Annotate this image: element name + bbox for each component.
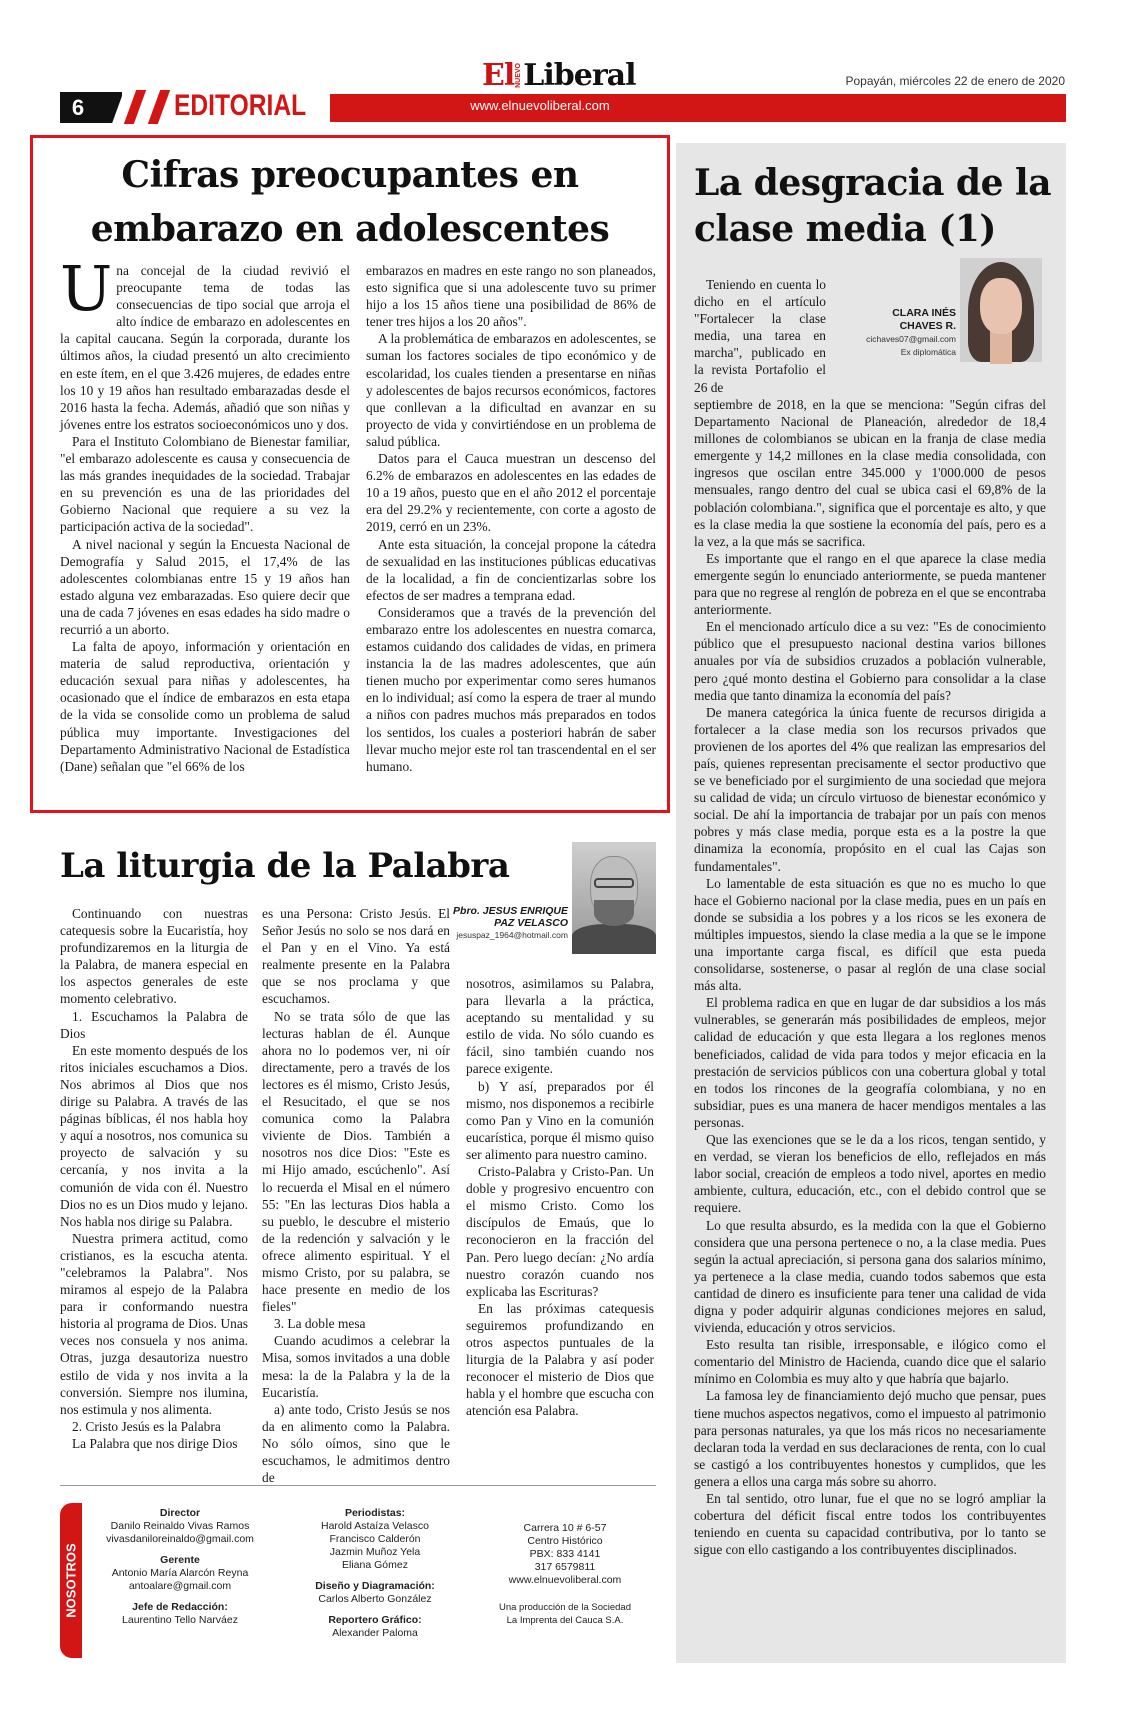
paragraph: De manera categórica la única fuente de recursos dirigida a fortalecer a la clase media son los recursos privados que provienen de los aportes del 4% que realizan las empresarios del país, quienes representan precisamente el sector productivo que se ve beneficiado por el surgimiento de una sociedad que mejora su calidad de vida; un círculo virtuoso de bienestar económico y social. De ahí la importancia de trabajar por un país con menos pobres y más clase media, porque esta es a la postre la que dinamiza la economía, propósito en el cual las Cajas son fundamentales". <box>694 704 1046 874</box>
staff-label: NOSOTROS <box>63 1543 79 1618</box>
subheading: 3. La doble mesa <box>274 1316 366 1332</box>
paragraph: Datos para el Cauca muestran un descenso del 6.2% de embarazos en adolescentes en las edades de 10 a 19 años, puesto que en el año 2012 el porcentaje era del 29.2% y recientemente, con corte a agosto de 2019, cerró en un 23%. <box>366 451 656 535</box>
liturgia-column-1 <box>60 905 248 1450</box>
paragraph: Es importante que el rango en el que aparece la clase media emergente según lo enunciado anteriormente, se pueda mantener para que no regrese al renglón de pobreza en el que se encontraba anteriormente. <box>694 550 1046 618</box>
staff-email[interactable]: vivasdanilore​inaldo@gmail.com <box>106 1533 254 1545</box>
author-name: Pbro. JESUS ENRIQUE PAZ VELASCO <box>453 905 568 929</box>
author-email[interactable]: jesuspaz_1964@hotmail.com <box>456 930 568 940</box>
author-name: CHAVES R. <box>899 320 956 332</box>
paragraph: A la problemática de embarazos en adolescentes, se suman los factores sociales de tipo económico y de escolaridad, los cuales tienden a presentarse en niñas y adolescentes de bajos recursos económicos, factores que conllevan a la dificultad en avanzar en su proyecto de vida y convirtiéndose en un problema de salud pública. <box>366 331 656 449</box>
paragraph: Nuestra primera actitud, como cristianos, es la escucha atenta. "celebramos la Palabra". Nos miramos al espejo de la Palabra para ir conformando nuestra historia al programa de Dios. Unas veces nos consuela y nos anima. Otras, juzga desautoriza nuestro estilo de vida y nos invita a la conversión. Siempre nos ilumina, nos estimula y nos alimenta. <box>60 1230 248 1417</box>
paragraph: Esto resulta tan risible, irresponsable, e ilógico como el comentario del Ministro de Hacienda, cuando dice que el salario mínimo en Colombia es muy alto y que habría que bajarlo. <box>694 1337 1046 1387</box>
paragraph: Para el Instituto Colombiano de Bienestar familiar, "el embarazo adolescente es causa y consecuencia de las más grandes inequidades de la sociedad. Trabajar en su prevención es una de las prioridades del Gobierno Nacional que requiere a su vez la participación activa de la sociedad". <box>60 433 350 535</box>
staff-column-3 <box>480 1522 650 1627</box>
opinion-body <box>694 396 1046 1652</box>
paragraph: El problema radica en que en lugar de dar subsidios a los más vulnerables, se generarán más posibilidades de empleos, mejor calidad de educación y que esta llegara a los reglones menos beneficiados, calidad de vida para todos y mejor eficacia en la prestación de servicios públicos con una cobertura global y total en todos los rincones de la geografía colombiana, y no en subsidiar, pues es una manera de hacer mendigos mentales a las personas. <box>694 995 1046 1130</box>
staff-role: Reportero Gráfico: <box>328 1614 422 1626</box>
staff-role: Director <box>159 1507 201 1519</box>
dropcap: U <box>60 252 113 325</box>
website-link[interactable]: www.elnuevoliberal.com <box>508 1574 622 1586</box>
staff-line: Antonio María Alarcón Reyna <box>111 1567 249 1579</box>
paragraph: En el mencionado artículo dice a su vez: "Es de conocimiento público que el presupuesto nacional destina varios billones anuales por vía de subsidios cruzados a población vulnerable, pero ¿qué monto destina el Gobierno para consolidar a la clase media que tanto dinamiza la economía del país? <box>694 619 1046 703</box>
staff-column-1 <box>95 1507 265 1627</box>
staff-column-2 <box>290 1507 460 1640</box>
editorial-headline-line2: embarazo en adolescentes <box>90 208 610 250</box>
opinion-intro <box>694 276 826 396</box>
staff-line: Alexander Paloma <box>332 1627 418 1639</box>
logo-nuevo: NUEVO <box>515 62 523 88</box>
paragraph: Lo lamentable de esta situación es que no es mucho lo que hace el Gobierno nacional por la clase media, pues en un país en donde se subsidia a los pobres y a los ricos se les exonera de múltiples impuestos, siendo la clase media a la que se le impone una importante carga fiscal, es difícil que esta pueda consolidarse, sostenerse, o pasar al reglón de una clase social más alta. <box>694 875 1046 994</box>
subheading: 1. Escuchamos la Palabra de Dios <box>60 1008 248 1041</box>
author-photo <box>960 258 1042 362</box>
paragraph: La Palabra que nos dirige Dios <box>72 1435 238 1451</box>
staff-line: Francisco Calderón <box>329 1533 421 1545</box>
staff-line: Danilo Reinaldo Vivas Ramos <box>110 1520 250 1532</box>
liturgia-column-3 <box>466 975 654 1450</box>
phone-line: 317 6579811 <box>534 1561 596 1573</box>
paragraph: embarazos en madres en este rango no son planeados, esto significa que si una adolescente tuvo su primer hijo a los 15 años tiene una posibilidad de 86% de tener tres hijos a los 20 años". <box>366 263 656 330</box>
address-line: Centro Histórico <box>527 1535 603 1547</box>
paragraph: Que las exenciones que se le da a los ricos, tengan sentido, y en verdad, se vieran los beneficios de ello, reflejados en más labor social, creación de empleos a todo nivel, aportes en medio ambiente, cultura, educación, etc., con el debido control que se requiere. <box>694 1132 1046 1216</box>
paragraph: a) ante todo, Cristo Jesús se nos da en alimento como la Palabra. No sólo oímos, sino que le escuchamos, le admitimos dentro de <box>262 1401 450 1486</box>
liturgia-headline: La liturgia de la Palabra <box>60 846 510 886</box>
address-line: Carrera 10 # 6-57 <box>523 1522 607 1534</box>
author-role: Ex diplomática <box>900 347 956 357</box>
section-title: EDITORIAL <box>174 89 307 122</box>
paragraph: Teniendo en cuenta lo dicho en el artículo "Fortalecer la clase media, una tarea en marcha", publicado en la revista Portafolio el 26 de <box>694 277 826 395</box>
dateline: Popayán, miércoles 22 de enero de 2020 <box>845 74 1065 88</box>
paragraph: Continuando con nuestras catequesis sobre la Eucaristía, hoy profundizaremos en la liturgia de la Palabra, de manera especial en los aspectos generales de este momento celebrativo. <box>60 906 248 1007</box>
paragraph: Consideramos que a través de la prevención del embarazo entre los adolescentes en nuestra comarca, estamos cuidando dos calidades de vidas, en primera instancia la de las madres adolescentes, que aún tienen mucho por experimentar como seres humanos en lo individual; así como la espera de traer al mundo a niños con padres muchos más preparados en todos los sentidos, los cuales a posteriori habrán de saber llevar mucho mejor este rol tan trascendental en el ser humano. <box>366 604 656 774</box>
phone-line: PBX: 833 4141 <box>529 1548 601 1560</box>
staff-role: Periodistas: <box>344 1507 406 1519</box>
paragraph: En este momento después de los ritos iniciales escuchamos a Dios. Nos abrimos al Dios que nos dirige su Palabra. A través de las páginas bíblicas, él nos habla hoy y aquí a nosotros, nos comunica su proyecto de salvación y su cercanía, y nos invita a la comunión de vida con él. Nuestro Dios no es un Dios mudo y lejano. Nos habla nos dirige su Palabra. <box>60 1042 248 1229</box>
paragraph: La famosa ley de financiamiento dejó mucho que pensar, pues tiene muchos aspectos negativos, como el impuesto al patrimonio para personas naturales, ya que los más ricos no necesariamente declaran toda la verdad en sus declaraciones de renta, con lo cual se castigó a los contribuyentes honestos y cumplidos, que les genera a ellos una carga más sobre su ahorro. <box>694 1388 1046 1489</box>
liturgia-byline <box>450 905 568 941</box>
opinion-headline-line2: clase media (1) <box>694 208 996 250</box>
page-number: 6 <box>71 95 85 120</box>
paragraph: En las próximas catequesis seguiremos profundizando en otros aspectos puntuales de la liturgia de la Palabra y así poder reconocer el misterio de Dios que habla y el hombre que escucha con atención esa Palabra. <box>466 1300 654 1419</box>
paragraph: Ante esta situación, la concejal propone la cátedra de sexualidad en las instituciones públicas educativas de la localidad, a fin de concientizarlas sobre los efectos de ser madres a temprana edad. <box>366 536 656 603</box>
opinion-headline <box>694 160 1054 252</box>
staff-role: Gerente <box>160 1554 200 1566</box>
staff-line: Harold Astaíza Velasco <box>321 1520 429 1532</box>
newspaper-logo <box>482 58 642 92</box>
staff-line: Carlos Alberto González <box>318 1593 432 1605</box>
staff-line: Laurentino Tello Narváez <box>122 1614 238 1626</box>
subheading: 2. Cristo Jesús es la Palabra <box>72 1418 221 1434</box>
paragraph: En tal sentido, otro lunar, fue el que no se logró ampliar la cobertura del déficit fiscal entre todos los contribuyentes teniendo en cuenta su capacidad contributiva, por lo tanto se sigue con ello castigando a los contribuyentes disciplinados. <box>694 1491 1046 1558</box>
paragraph: nosotros, asimilamos su Palabra, para llevarla a la práctica, aceptando su mentalidad y su estilo de vida. No sólo cuando es fácil, sino también cuando nos parece exigente. <box>466 976 654 1077</box>
staff-line: Eliana Gómez <box>342 1559 408 1571</box>
opinion-byline <box>848 307 956 359</box>
paragraph: La falta de apoyo, información y orientación en materia de salud reproductiva, orientación y educación sexual para niñas y adolescentes, ha ocasionado que el índice de embarazos en esta etapa de la vida se consolide como un problema de salud pública muy importante. Investigaciones del Departamento Administrativo Nacional de Estadística (Dane) señalan que "el 66% de los <box>60 639 350 774</box>
staff-role: Jefe de Redacción: <box>132 1601 228 1613</box>
author-email[interactable]: cichaves07@gmail.com <box>866 334 956 344</box>
divider <box>60 1485 656 1486</box>
paragraph: No se trata sólo de que las lecturas hablan de él. Aunque ahora no lo podemos ver, ni oír directamente, pero a través de los lectores es él mismo, Cristo Jesús, el Resucitado, el que se nos comunica como la Palabra viviente de Dios. También a nosotros nos dice Dios: "Este es mi Hijo amado, escúchenlo". Así lo recuerda el Misal en el número 55: "En las lecturas Dios habla a su pueblo, le descubre el misterio de la redención y salvación y le ofrece alimento espiritual. Y el mismo Cristo, por su palabra, se hace presente en medio de los fieles" <box>262 1008 450 1315</box>
editorial-headline <box>40 148 660 256</box>
paragraph: Lo que resulta absurdo, es la medida con la que el Gobierno considera que una persona pertenece o no, a la clase media. Pues según la actual apreciación, si persona gana dos salarios mínimo, ya pertenece a la clase media, cuando todos sabemos que esta cantidad de dinero es insuficiente para tener una calidad de vida digna y poder adquirir algunas condiciones mejores en salud, vivienda, educación y otros servicios. <box>694 1217 1046 1336</box>
editorial-column-1 <box>60 252 350 787</box>
paragraph: Una concejal de la ciudad revivió el preocupante tema de todas las consecuencias de tipo social que arroja el alto índice de embarazo en adolescentes en la capital caucana. Según la corporada, durante los últimos años, la ciudad presentó un alto crecimiento en este ítem, en el que 3.426 mujeres, de edades entre los 10 y 19 años han resultado embarazadas desde el 2016 hasta la fecha. Además, añadió que son niñas y jóvenes entre los estratos socioeconómicos uno y dos. <box>60 252 350 432</box>
website-url[interactable]: www.elnuevoliberal.com <box>470 98 610 113</box>
logo-liberal: Liberal <box>523 58 636 93</box>
paragraph: es una Persona: Cristo Jesús. El Señor Jesús no solo se nos dará en el Pan y en el Vino. Ya está realmente presente en la Palabra que se nos proclama y que escuchamos. <box>262 906 450 1007</box>
paragraph: septiembre de 2018, en la que se menciona: "Según cifras del Departamento Nacional de Planeación, alrededor de 18,4 millones de colombianos se ubican en la franja de clase media emergente y 14,2 millones en la clase media consolidada, con ingresos que oscilan entre 345.000 y 1'000.000 de pesos mensuales, rango dentro del cual se ubica casi el 69,8% de la población colombiana.", significa que el porcentaje es alto, y que es la clase media la que sostiene la economía del país, pero es a la vez, a la que más se sacrifica. <box>694 397 1046 549</box>
staff-email[interactable]: antoalare@gmail.com <box>128 1580 232 1592</box>
editorial-headline-line1: Cifras preocupantes en <box>121 154 579 196</box>
author-photo <box>572 842 656 946</box>
logo-el: El <box>482 58 515 93</box>
paragraph: Cristo-Palabra y Cristo-Pan. Un doble y progresivo encuentro con el mismo Cristo. Como los discípulos de Emaús, que lo reconocieron en la fracción del Pan. Pero luego decían: ¿No ardía nuestro corazón cuando nos explicaba las Escrituras? <box>466 1164 654 1299</box>
publisher-credit: Una producción de la Sociedad La Imprenta del Cauca S.A. <box>498 1602 632 1626</box>
paragraph: Cuando acudimos a celebrar la Misa, somos invitados a una doble mesa: la de la Palabra y la de la Eucaristía. <box>262 1333 450 1400</box>
staff-role: Diseño y Diagramación: <box>315 1580 435 1592</box>
paragraph: b) Y así, preparados por él mismo, nos disponemos a recibirle como Pan y Vino en la comunión eucarística, porque él mismo quiso ser alimento para nuestro camino. <box>466 1078 654 1162</box>
author-name: CLARA INÉS <box>892 307 956 319</box>
paragraph: A nivel nacional y según la Encuesta Nacional de Demografía y Salud 2015, el 17,4% de las adolescentes colombianas entre 15 y 19 años han estado alguna vez embarazadas. Eso quiere decir que una de cada 7 jóvenes en esas edades ha sido madre o recurrió a un aborto. <box>60 536 350 637</box>
opinion-headline-line1: La desgracia de la <box>694 162 1052 204</box>
staff-line: Jazmin Muñoz Yela <box>329 1546 421 1558</box>
editorial-column-2 <box>366 262 656 787</box>
liturgia-column-2 <box>262 905 450 1486</box>
